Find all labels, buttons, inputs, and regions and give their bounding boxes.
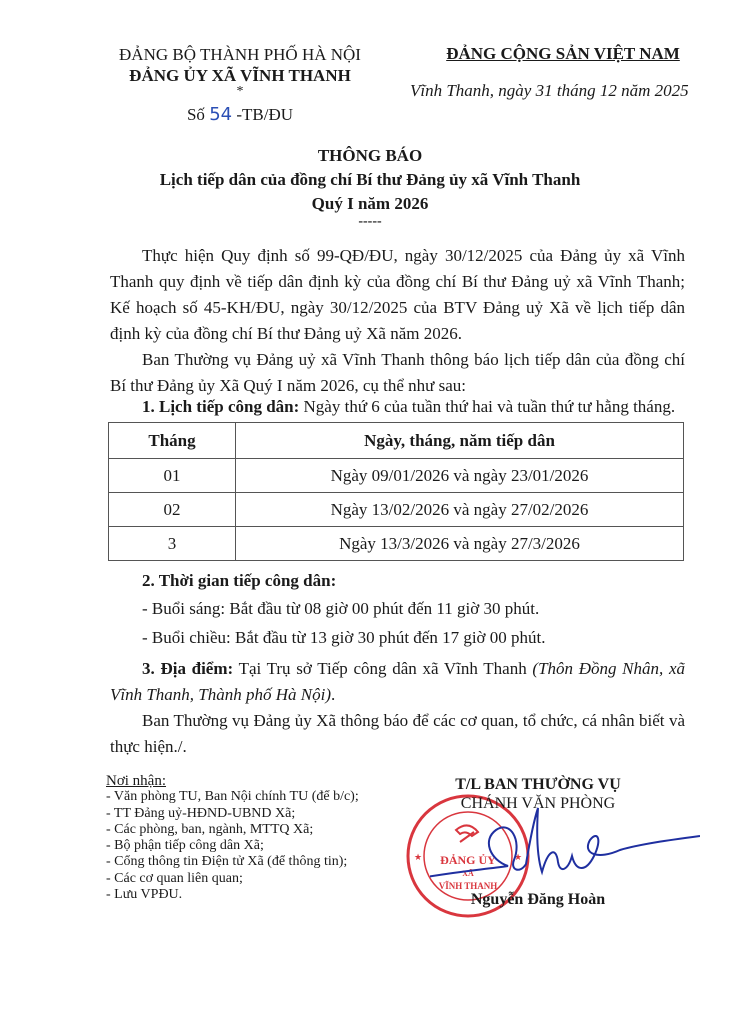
morning-hours: - Buổi sáng: Bắt đầu từ 08 giờ 00 phút đến 11 giờ 30 phút. — [142, 599, 540, 618]
section-location-address: (Thôn Đồng Nhân, xã Vĩnh Thanh, Thành phố Hà Nội) — [110, 659, 686, 704]
issuer-org: ĐẢNG ỦY XÃ VĨNH THANH — [129, 66, 351, 85]
closing-paragraph: Ban Thường vụ Đảng ủy Xã thông báo để các cơ quan, tổ chức, cá nhân biết và thực hiện./. — [110, 711, 685, 756]
recipient-item: - Lưu VPĐU. — [106, 887, 183, 903]
recipient-item: - Bộ phận tiếp công dân Xã; — [106, 838, 264, 854]
section-location: 3. Địa điểm: Tại Trụ sở Tiếp công dân xã Vĩnh Thanh (Thôn Đồng Nhân, xã Vĩnh Thanh, Thành phố Hà Nội). — [110, 659, 686, 704]
afternoon-hours: - Buổi chiều: Bắt đầu từ 13 giờ 30 phút đến 17 giờ 00 phút. — [142, 628, 546, 647]
recipient-item: - TT Đảng uỷ-HĐND-UBND Xã; — [106, 805, 296, 821]
table-row — [109, 527, 684, 561]
document-subtitle: Lịch tiếp dân của đồng chí Bí thư Đảng ủy xã Vĩnh Thanh — [159, 170, 581, 189]
svg-text:ĐẢNG ỦY: ĐẢNG ỦY — [440, 853, 496, 867]
section-schedule-label: 1. Lịch tiếp công dân: — [142, 397, 300, 416]
recipient-item: - Các phòng, ban, ngành, MTTQ Xã; — [106, 821, 314, 837]
party-name: ĐẢNG CỘNG SẢN VIỆT NAM — [446, 44, 680, 63]
recipient-item: - Các cơ quan liên quan; — [106, 870, 243, 886]
announcement-paragraph: Ban Thường vụ Đảng uỷ xã Vĩnh Thanh thông báo lịch tiếp dân của đồng chí Bí thư Đảng ủy Xã Quý I năm 2026, cụ thể như sau: — [110, 350, 685, 395]
cell-dates: Ngày 13/02/2026 và ngày 27/02/2026 — [236, 493, 684, 527]
section-location-label: 3. Địa điểm: — [142, 659, 234, 678]
section-time-label: 2. Thời gian tiếp công dân: — [142, 571, 337, 590]
intro-paragraph: Thực hiện Quy định số 99-QĐ/ĐU, ngày 30/12/2025 của Đảng ủy xã Vĩnh Thanh quy định về tiếp dân định kỳ của đồng chí Bí thư Đảng uỷ xã Vĩnh Thanh; Kế hoạch số 45-KH/ĐU, ngày 30/12/2025 của BTV Đảng uỷ Xã về lịch tiếp dân định kỳ của đồng chí Bí thư Đảng uỷ Xã năm 2026. — [110, 246, 685, 343]
cell-month: 3 — [109, 527, 236, 561]
svg-text:★: ★ — [514, 852, 523, 862]
document-number: Số 54 -TB/ĐU — [186, 104, 294, 125]
table-header-row — [109, 423, 684, 459]
section-schedule-text: Ngày thứ 6 của tuần thứ hai và tuần thứ tư hằng tháng. — [299, 397, 676, 416]
issuer-parent-org: ĐẢNG BỘ THÀNH PHỐ HÀ NỘI — [119, 45, 361, 64]
recipients-list — [106, 773, 359, 903]
signer-authority: T/L BAN THƯỜNG VỤ — [455, 776, 621, 793]
document-period: Quý I năm 2026 — [311, 194, 429, 213]
cell-month: 01 — [109, 459, 236, 493]
handwritten-signature-icon — [430, 800, 700, 890]
handwritten-number: 54 — [209, 104, 233, 125]
cell-dates: Ngày 09/01/2026 và ngày 23/01/2026 — [236, 459, 684, 493]
svg-text:★: ★ — [414, 852, 423, 862]
svg-text:XÃ: XÃ — [462, 869, 474, 878]
section-schedule — [110, 394, 685, 420]
star-mark: * — [236, 84, 244, 99]
table-row — [109, 459, 684, 493]
signer-name: Nguyễn Đăng Hoàn — [470, 891, 606, 908]
recipients-heading: Nơi nhận: — [106, 773, 167, 789]
national-header — [410, 44, 710, 101]
svg-text:VĨNH THANH: VĨNH THANH — [438, 881, 498, 891]
column-header-dates: Ngày, tháng, năm tiếp dân — [236, 423, 684, 459]
column-header-month: Tháng — [109, 423, 236, 459]
place-date: Vĩnh Thanh, ngày 31 tháng 12 năm 2025 — [410, 81, 689, 100]
issuer-header — [110, 44, 370, 125]
title-separator: ----- — [358, 214, 382, 229]
document-title: THÔNG BÁO — [317, 146, 423, 165]
recipient-item: - Văn phòng TU, Ban Nội chính TU (để b/c); — [106, 789, 359, 805]
schedule-table — [108, 422, 684, 561]
cell-dates: Ngày 13/3/2026 và ngày 27/3/2026 — [236, 527, 684, 561]
table-row — [109, 493, 684, 527]
signer-title: CHÁNH VĂN PHÒNG — [460, 795, 616, 812]
section-location-text: Tại Trụ sở Tiếp công dân xã Vĩnh Thanh — [233, 659, 533, 678]
cell-month: 02 — [109, 493, 236, 527]
recipient-item: - Cổng thông tin Điện tử Xã (để thông tin); — [106, 854, 348, 870]
